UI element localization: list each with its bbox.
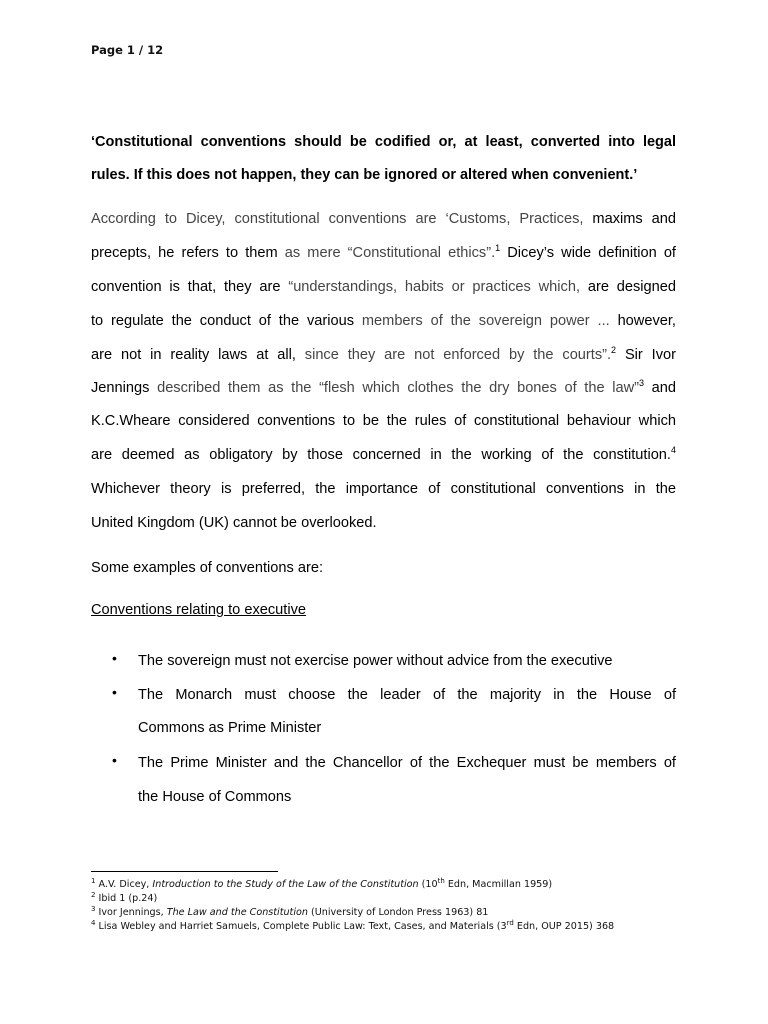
paragraph-line-2: [91, 243, 676, 263]
footnote-reference[interactable]: 3: [638, 378, 644, 388]
essay-question-title: [91, 126, 676, 192]
paragraph-line-3: [91, 277, 676, 297]
paragraph-text: Jennings: [91, 380, 150, 396]
page-number: Page 1 / 12: [91, 43, 164, 57]
paragraph-line-9: Whichever theory is preferred, the importance of constitutional conventions in the: [91, 481, 676, 497]
paragraph-text: members of the sovereign power ...: [361, 313, 610, 329]
paragraph-text: to regulate the conduct of the various: [91, 313, 355, 329]
paragraph-text: since they are not enforced by the courts”.: [304, 347, 612, 363]
list-item-line: The sovereign must not exercise power without advice from the executive: [138, 653, 613, 669]
paragraph-text: Dicey’s wide definition of: [507, 245, 676, 261]
list-item-line: The Prime Minister and the Chancellor of the Exchequer must be members of: [138, 755, 676, 771]
footnote-reference[interactable]: 1: [495, 243, 501, 253]
paragraph-text: According to Dicey, constitutional conventions are ‘Customs, Practices,: [91, 211, 584, 227]
footnote-superscript: rd: [506, 919, 514, 927]
paragraph-text: convention is that, they are: [91, 279, 281, 295]
section-heading: Conventions relating to executive: [91, 602, 306, 618]
footnote-text: (University of London Press 1963) 81: [307, 907, 489, 918]
examples-intro: Some examples of conventions are:: [91, 560, 324, 576]
bullet-icon: •: [112, 650, 117, 666]
paragraph-text: described them as the “flesh which clothes the dry bones of the law”: [157, 380, 639, 396]
paragraph-line-5: [91, 345, 676, 365]
footnote-number: 4: [91, 919, 96, 927]
list-item-line: Commons as Prime Minister: [138, 720, 322, 736]
bullet-icon: •: [112, 684, 117, 700]
paragraph-line-1: [91, 209, 676, 229]
footnote-text: Lisa Webley and Harriet Samuels, Complete Public Law: Text, Cases, and Materials (3: [98, 921, 507, 932]
footnote-3: [91, 906, 711, 920]
paragraph-text: as mere “Constitutional ethics”.: [284, 245, 496, 261]
footnote-superscript: th: [437, 877, 445, 885]
footnote-text: Ibid 1 (p.24): [98, 893, 158, 904]
paragraph-text: are deemed as obligatory by those concerned in the working of the constitution.: [91, 447, 671, 463]
footnote-title: Introduction to the Study of the Law of the Constitution: [152, 879, 419, 890]
paragraph-line-4: [91, 311, 676, 331]
paragraph-text: are not in reality laws at all,: [91, 347, 296, 363]
footnote-1: [91, 878, 711, 892]
footnote-4: [91, 920, 711, 934]
footnote-text: A.V. Dicey,: [98, 879, 153, 890]
list-item-line: The Monarch must choose the leader of the majority in the House of: [138, 687, 676, 703]
footnote-2: [91, 892, 711, 906]
paragraph-text: are designed: [587, 279, 676, 295]
paragraph-text: “understandings, habits or practices which,: [288, 279, 581, 295]
list-item-line: the House of Commons: [138, 789, 292, 805]
bullet-icon: •: [112, 752, 117, 768]
footnote-separator: [91, 871, 278, 872]
footnote-text: Edn, Macmillan 1959): [444, 879, 553, 890]
footnote-number: 2: [91, 891, 96, 899]
title-line-1: ‘Constitutional conventions should be codified or, at least, converted into legal: [91, 134, 676, 150]
paragraph-line-10: United Kingdom (UK) cannot be overlooked.: [91, 515, 377, 531]
footnote-text: Edn, OUP 2015) 368: [513, 921, 615, 932]
paragraph-line-6: [91, 378, 676, 398]
footnote-number: 3: [91, 905, 96, 913]
paragraph-text: however,: [617, 313, 676, 329]
footnote-text: (10: [418, 879, 438, 890]
footnote-reference[interactable]: 2: [611, 345, 617, 355]
paragraph-text: Sir Ivor: [624, 347, 676, 363]
paragraph-text: and: [651, 380, 677, 396]
footnotes: [91, 878, 711, 934]
title-line-2: rules. If this does not happen, they can be ignored or altered when convenient.’: [91, 167, 638, 183]
footnote-text: Ivor Jennings,: [98, 907, 167, 918]
footnote-title: The Law and the Constitution: [166, 907, 308, 918]
footnote-reference[interactable]: 4: [670, 445, 676, 455]
footnote-number: 1: [91, 877, 96, 885]
paragraph-text: precepts, he refers to them: [91, 245, 278, 261]
paragraph-text: maxims and: [592, 211, 677, 227]
paragraph-line-8: [91, 445, 676, 465]
paragraph-line-7: K.C.Wheare considered conventions to be the rules of constitutional behaviour which: [91, 413, 676, 429]
